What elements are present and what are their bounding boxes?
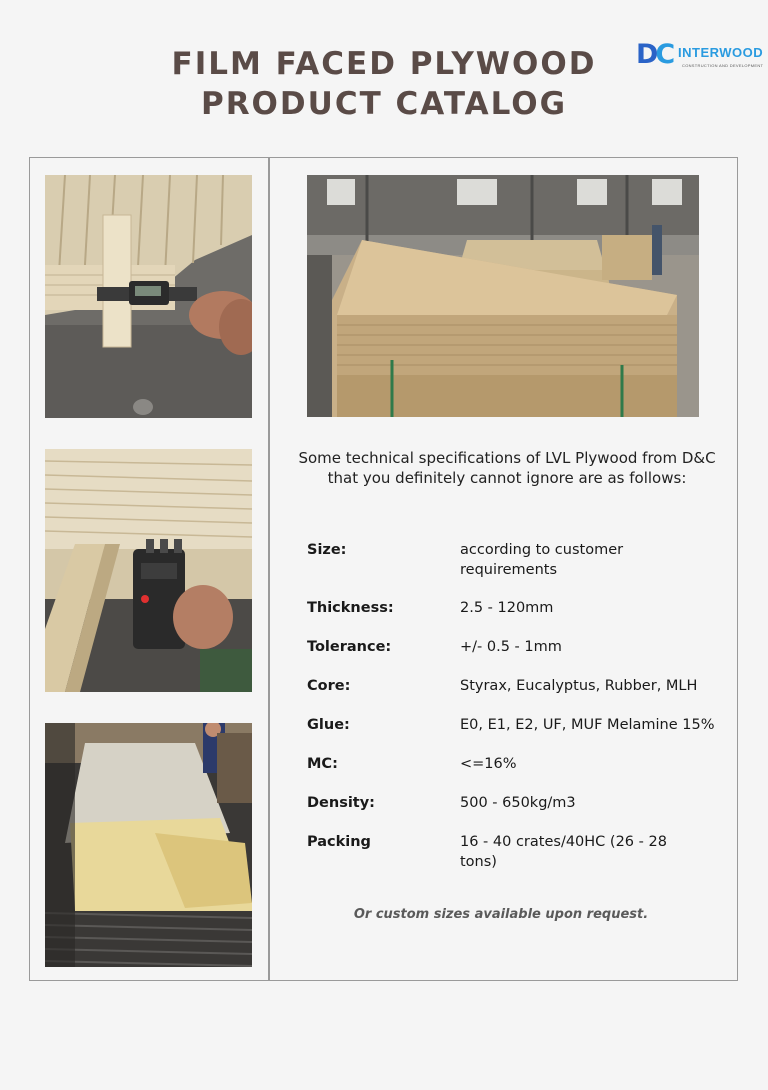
- spec-row-tolerance: [307, 637, 722, 657]
- photo-veneer-conveyor: [45, 723, 252, 967]
- spec-label: Packing: [307, 834, 371, 850]
- spec-value: <=16%: [460, 756, 517, 772]
- spec-label: Density:: [307, 795, 375, 811]
- spec-row-packing: [307, 832, 700, 872]
- spec-label: Size:: [307, 542, 347, 558]
- logo-wordmark: INTERWOOD: [678, 45, 764, 60]
- spec-label: Glue:: [307, 717, 350, 733]
- spec-value: 500 - 650kg/m3: [460, 795, 576, 811]
- spec-label: Core:: [307, 678, 351, 694]
- spec-label: Thickness:: [307, 600, 394, 616]
- photo-moisture-meter: [45, 449, 252, 692]
- logo-tagline: CONSTRUCTION AND DEVELOPMENT: [682, 63, 764, 68]
- title-line-2: PRODUCT CATALOG: [200, 86, 568, 122]
- custom-sizes-note: Or custom sizes available upon request.: [353, 907, 649, 922]
- logo-mark: DC: [636, 39, 673, 70]
- spec-value: Styrax, Eucalyptus, Rubber, MLH: [460, 678, 698, 694]
- photo-warehouse-stacks: [307, 175, 699, 417]
- spec-row-size: [307, 540, 650, 580]
- spec-value: E0, E1, E2, UF, MUF Melamine 15%: [460, 717, 715, 733]
- spec-row-mc: [307, 754, 722, 774]
- spec-row-density: [307, 793, 722, 813]
- spec-label: Tolerance:: [307, 639, 392, 655]
- photo-caliper-measurement: [45, 175, 252, 418]
- intro-paragraph: Some technical specifications of LVL Plywood from D&C that you definitely cannot ignore are as follows:: [298, 449, 716, 487]
- spec-value: +/- 0.5 - 1mm: [460, 639, 562, 655]
- spec-row-core: [307, 676, 722, 696]
- spec-label: MC:: [307, 756, 338, 772]
- spec-row-thickness: [307, 598, 722, 618]
- spec-value: according to customer requirements: [460, 542, 624, 578]
- spec-value: 2.5 - 120mm: [460, 600, 554, 616]
- column-divider: [268, 157, 270, 981]
- spec-value: 16 - 40 crates/40HC (26 - 28 tons): [460, 834, 667, 870]
- title-line-1: FILM FACED PLYWOOD: [171, 46, 597, 82]
- spec-row-glue: [307, 715, 722, 735]
- company-logo: [636, 39, 764, 72]
